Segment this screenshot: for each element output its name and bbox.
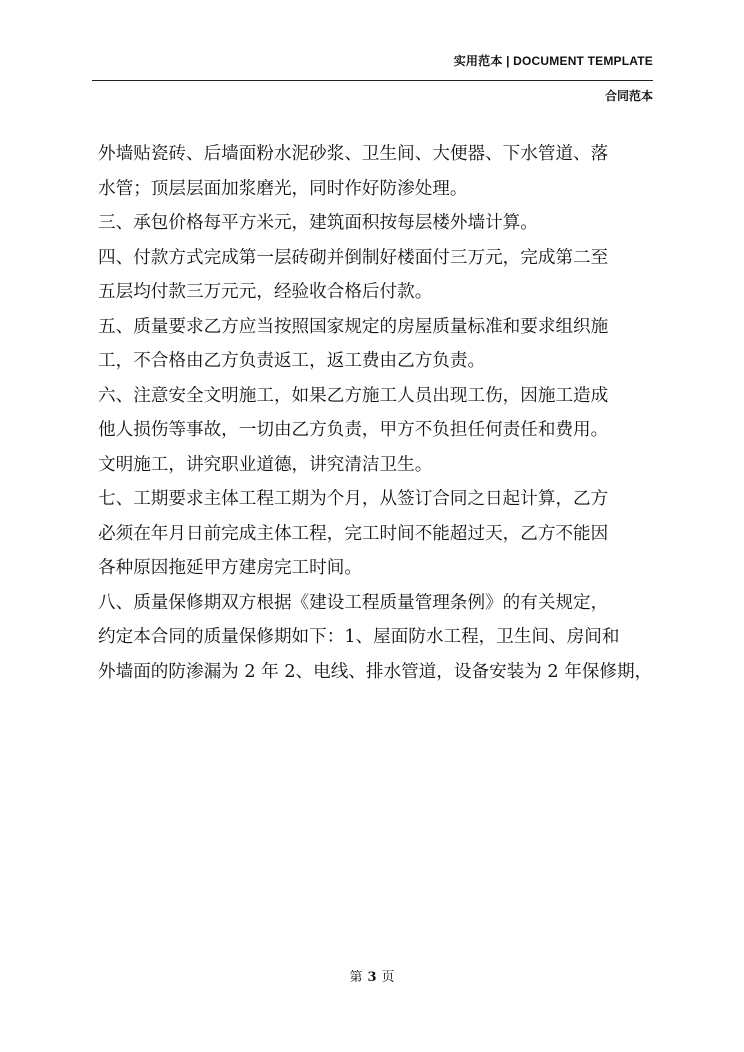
header-divider <box>92 80 653 81</box>
body-line: 五层均付款三万元元，经验收合格后付款。 <box>98 282 433 303</box>
header-subtitle: 合同范本 <box>604 89 653 103</box>
footer-suffix: 页 <box>381 970 395 985</box>
body-line: 五、质量要求乙方应当按照国家规定的房屋质量标准和要求组织施 <box>98 316 609 337</box>
header-title: 实用范本 | DOCUMENT TEMPLATE <box>453 54 653 68</box>
body-line: 工，不合格由乙方负责返工，返工费由乙方负责。 <box>98 351 486 372</box>
body-line: 水管；顶层层面加浆磨光，同时作好防渗处理。 <box>98 178 468 199</box>
document-body <box>98 138 658 690</box>
body-line: 约定本合同的质量保修期如下：1、屋面防水工程，卫生间、房间和 <box>98 627 620 648</box>
page-number: 3 <box>367 970 377 985</box>
footer-prefix: 第 <box>349 970 363 985</box>
body-line: 四、付款方式完成第一层砖砌并倒制好楼面付三万元，完成第二至 <box>98 247 609 268</box>
body-line: 外墙面的防渗漏为 2 年 2、电线、排水管道，设备安装为 2 年保修期， <box>98 661 653 682</box>
body-line: 八、质量保修期双方根据《建设工程质量管理条例》的有关规定， <box>98 592 609 613</box>
body-line: 七、工期要求主体工程工期为个月，从签订合同之日起计算，乙方 <box>98 489 609 510</box>
body-line: 三、承包价格每平方米元，建筑面积按每层楼外墙计算。 <box>98 213 538 234</box>
body-line: 外墙贴瓷砖、后墙面粉水泥砂浆、卫生间、大便器、下水管道、落 <box>98 144 609 165</box>
body-line: 文明施工，讲究职业道德，讲究清洁卫生。 <box>98 454 433 475</box>
body-line: 他人损伤等事故，一切由乙方负责，甲方不负担任何责任和费用。 <box>98 420 609 441</box>
body-line: 各种原因拖延甲方建房完工时间。 <box>98 558 362 579</box>
page-footer <box>0 966 744 985</box>
body-line: 六、注意安全文明施工，如果乙方施工人员出现工伤，因施工造成 <box>98 385 609 406</box>
body-line: 必须在年月日前完成主体工程，完工时间不能超过天，乙方不能因 <box>98 523 609 544</box>
